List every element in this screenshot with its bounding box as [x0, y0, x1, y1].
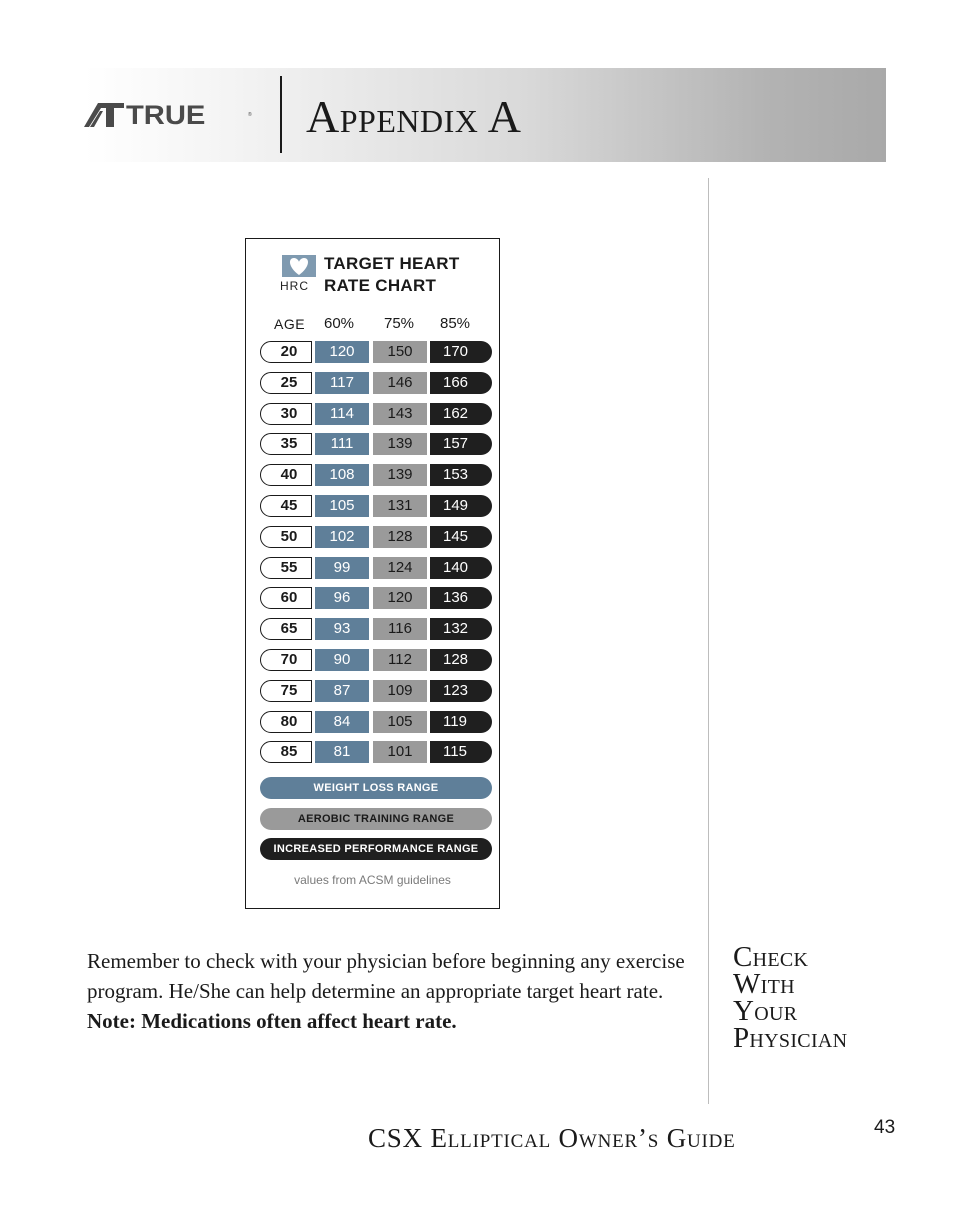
table-row	[246, 495, 499, 519]
brand-name: TRUE	[126, 100, 206, 130]
value-85-cell: 123	[430, 680, 492, 702]
value-75-cell: 128	[373, 526, 427, 548]
chart-title-line2: RATE CHART	[324, 276, 437, 295]
chart-title-line1: TARGET HEART	[324, 254, 460, 273]
value-60-cell: 96	[315, 587, 369, 609]
age-cell: 85	[260, 741, 312, 763]
age-cell: 25	[260, 372, 312, 394]
value-75-cell: 139	[373, 433, 427, 455]
value-85-cell: 140	[430, 557, 492, 579]
table-row	[246, 403, 499, 427]
value-75-cell: 124	[373, 557, 427, 579]
table-row	[246, 741, 499, 765]
age-cell: 80	[260, 711, 312, 733]
column-header-85: 85%	[440, 315, 471, 332]
page-title: Appendix A	[306, 91, 522, 142]
value-75-cell: 105	[373, 711, 427, 733]
value-85-cell: 166	[430, 372, 492, 394]
value-60-cell: 93	[315, 618, 369, 640]
table-row	[246, 526, 499, 550]
side-heading	[733, 941, 848, 1054]
value-85-cell: 145	[430, 526, 492, 548]
value-75-cell: 120	[373, 587, 427, 609]
age-cell: 30	[260, 403, 312, 425]
value-85-cell: 149	[430, 495, 492, 517]
age-cell: 75	[260, 680, 312, 702]
true-logo-mark-icon	[84, 103, 124, 127]
column-header-75: 75%	[384, 315, 415, 332]
age-cell: 55	[260, 557, 312, 579]
value-75-cell: 143	[373, 403, 427, 425]
side-heading-line4: Physician	[733, 1022, 848, 1054]
value-75-cell: 146	[373, 372, 427, 394]
column-header-age: AGE	[274, 316, 306, 332]
table-row	[246, 557, 499, 581]
value-85-cell: 170	[430, 341, 492, 363]
value-60-cell: 120	[315, 341, 369, 363]
value-60-cell: 111	[315, 433, 369, 455]
brand-trademark: ®	[248, 112, 252, 118]
value-60-cell: 102	[315, 526, 369, 548]
side-heading-line3: Your	[733, 995, 798, 1027]
age-cell: 50	[260, 526, 312, 548]
hrc-label: HRC	[280, 279, 309, 293]
value-60-cell: 90	[315, 649, 369, 671]
value-85-cell: 153	[430, 464, 492, 486]
table-row	[246, 587, 499, 611]
age-cell: 20	[260, 341, 312, 363]
value-75-cell: 131	[373, 495, 427, 517]
medication-note: Note: Medications often affect heart rate.	[87, 1009, 457, 1033]
value-60-cell: 114	[315, 403, 369, 425]
value-60-cell: 117	[315, 372, 369, 394]
value-85-cell: 136	[430, 587, 492, 609]
table-row	[246, 618, 499, 642]
page-number: 43	[874, 1117, 896, 1138]
value-85-cell: 162	[430, 403, 492, 425]
table-row	[246, 711, 499, 735]
age-cell: 40	[260, 464, 312, 486]
age-cell: 60	[260, 587, 312, 609]
value-85-cell: 115	[430, 741, 492, 763]
value-85-cell: 132	[430, 618, 492, 640]
value-75-cell: 150	[373, 341, 427, 363]
value-85-cell: 119	[430, 711, 492, 733]
age-cell: 45	[260, 495, 312, 517]
heart-rate-chart	[245, 238, 500, 909]
chart-source-note: values from ACSM guidelines	[294, 873, 451, 887]
side-heading-line2: With	[733, 968, 795, 1000]
legend-performance: INCREASED PERFORMANCE RANGE	[260, 838, 492, 860]
age-cell: 70	[260, 649, 312, 671]
column-rule	[708, 178, 709, 1104]
value-75-cell: 109	[373, 680, 427, 702]
table-row	[246, 649, 499, 673]
value-60-cell: 81	[315, 741, 369, 763]
header-divider	[280, 76, 282, 153]
value-85-cell: 128	[430, 649, 492, 671]
table-row	[246, 464, 499, 488]
chart-title	[324, 253, 460, 297]
table-row	[246, 680, 499, 704]
true-logo	[84, 100, 206, 130]
value-60-cell: 87	[315, 680, 369, 702]
side-heading-line1: Check	[733, 941, 809, 973]
legend-weight-loss: WEIGHT LOSS RANGE	[260, 777, 492, 799]
value-75-cell: 112	[373, 649, 427, 671]
legend-aerobic: AEROBIC TRAINING RANGE	[260, 808, 492, 830]
value-60-cell: 108	[315, 464, 369, 486]
value-60-cell: 99	[315, 557, 369, 579]
footer-title: CSX Elliptical Owner’s Guide	[368, 1123, 736, 1153]
value-75-cell: 101	[373, 741, 427, 763]
body-text: Remember to check with your physician before beginning any exercise program. He/She can help determine an appropriate target heart rate.	[87, 949, 685, 1003]
value-60-cell: 105	[315, 495, 369, 517]
age-cell: 35	[260, 433, 312, 455]
table-row	[246, 433, 499, 457]
table-row	[246, 372, 499, 396]
value-60-cell: 84	[315, 711, 369, 733]
table-row	[246, 341, 499, 365]
value-85-cell: 157	[430, 433, 492, 455]
body-paragraph	[87, 946, 687, 1036]
value-75-cell: 139	[373, 464, 427, 486]
column-header-60: 60%	[324, 315, 355, 332]
age-cell: 65	[260, 618, 312, 640]
value-75-cell: 116	[373, 618, 427, 640]
